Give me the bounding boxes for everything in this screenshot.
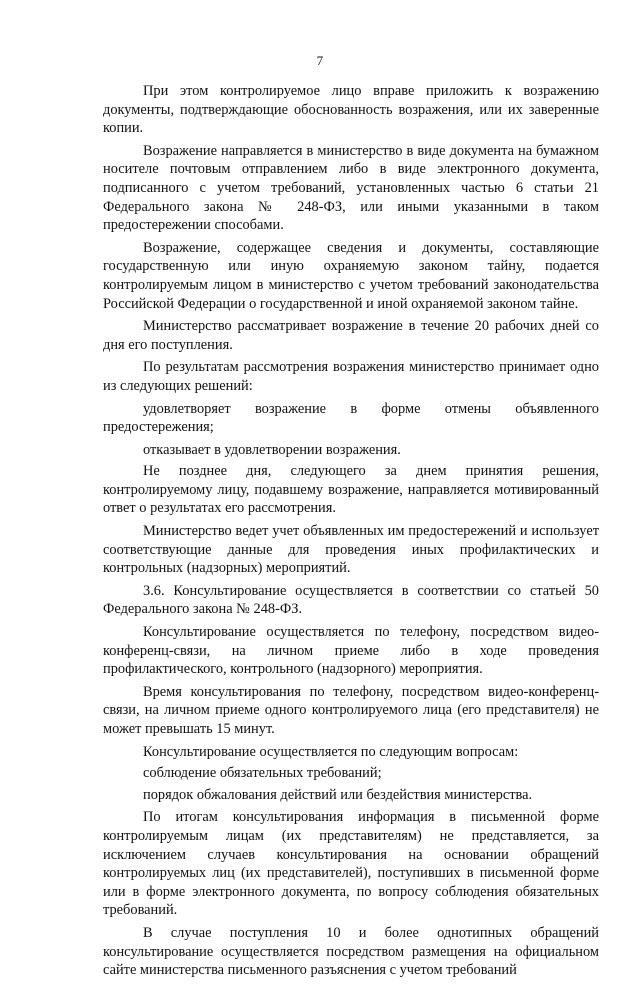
- paragraph-12: Время консультирования по телефону, посредством видео-конференц-связи, на личном приеме одного контролируемого лица (его представителя) не может превышать 15 минут.: [103, 683, 599, 737]
- paragraph-5: По результатам рассмотрения возражения министерство принимает одно из следующих решений:: [103, 359, 599, 394]
- paragraph-9: Министерство ведет учет объявленных им предостережений и использует соответствующие данные для проведения иных профилактических и контрольных (надзорных) мероприятий.: [103, 523, 599, 577]
- paragraph-1: При этом контролируемое лицо вправе приложить к возражению документы, подтверждающие обоснованность возражения, или их заверенные копии.: [103, 83, 599, 137]
- paragraph-14: соблюдение обязательных требований;: [143, 765, 382, 782]
- paragraph-4: Министерство рассматривает возражение в течение 20 рабочих дней со дня его поступления.: [103, 318, 599, 353]
- paragraph-2: Возражение направляется в министерство в виде документа на бумажном носителе почтовым отправлением либо в виде электронного документа, подписанного с учетом требований, установленных частью 6 статьи 21 Федерального закона № 248-ФЗ, или иными указанными в таком предостережении способами.: [103, 142, 599, 234]
- paragraph-15: порядок обжалования действий или бездействия министерства.: [143, 786, 533, 803]
- paragraph-16: По итогам консультирования информация в письменной форме контролируемым лицам (их представителям) не представляется, за исключением случаев консультирования на основании обращений контролируемых лиц (их представителей), поступивших в письменной форме или в форме электронного документа, по вопросу соблюдения обязательных требований.: [103, 809, 599, 919]
- document-body: [103, 82, 599, 984]
- paragraph-7: отказывает в удовлетворении возражения.: [143, 441, 401, 458]
- paragraph-8: Не позднее дня, следующего за днем принятия решения, контролируемому лицу, подавшему возражение, направляется мотивированный ответ о результатах его рассмотрения.: [103, 463, 599, 517]
- paragraph-13: Консультирование осуществляется по следующим вопросам:: [143, 743, 519, 760]
- paragraph-17: В случае поступления 10 и более однотипных обращений консультирование осуществляется посредством размещения на официальном сайте министерства письменного разъяснения с учетом требований: [103, 924, 599, 979]
- page-number: 7: [316, 53, 324, 68]
- paragraph-11: Консультирование осуществляется по телефону, посредством видео-конференц-связи, на личном приеме либо в ходе проведения профилактического, контрольного (надзорного) мероприятия.: [103, 624, 599, 678]
- paragraph-6: удовлетворяет возражение в форме отмены объявленного предостережения;: [103, 400, 599, 436]
- paragraph-10: 3.6. Консультирование осуществляется в соответствии со статьей 50 Федерального закона № 248-ФЗ.: [103, 582, 599, 618]
- paragraph-3: Возражение, содержащее сведения и документы, составляющие государственную или иную охраняемую законом тайну, подается контролируемым лицом в министерство с учетом требований законодательства Российской Федерации о государственной и иной охраняемой законом тайне.: [103, 239, 599, 312]
